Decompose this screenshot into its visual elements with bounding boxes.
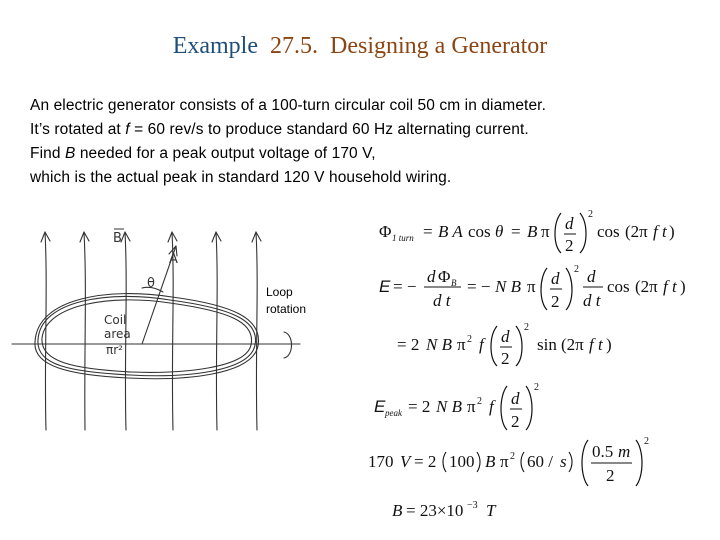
svg-text:(2π: (2π xyxy=(561,335,584,354)
svg-text:f t: f t xyxy=(663,277,677,296)
slide-title xyxy=(0,33,720,60)
coil-label-1: Coil xyxy=(104,313,127,327)
svg-text:f t: f t xyxy=(589,335,603,354)
field-line-2 xyxy=(84,232,85,430)
svg-text:2: 2 xyxy=(534,382,539,393)
vector-A-label: A xyxy=(169,252,178,267)
svg-text:d: d xyxy=(501,327,510,346)
svg-text:2: 2 xyxy=(524,322,529,333)
problem-line-2: It’s rotated at f = 60 rev/s to produce standard 60 Hz alternating current. xyxy=(30,121,529,138)
equation-peak xyxy=(370,378,590,434)
svg-text:2: 2 xyxy=(588,209,593,220)
loop-rotation-label: Loop rotation xyxy=(266,285,307,316)
svg-text:1 turn: 1 turn xyxy=(392,233,414,243)
svg-text:B: B xyxy=(392,501,403,520)
coil-label-3: πr² xyxy=(106,343,123,357)
svg-text:2: 2 xyxy=(510,451,515,462)
svg-text:d: d xyxy=(551,269,560,288)
svg-text:N B: N B xyxy=(426,335,452,354)
coil-label-2: area xyxy=(104,327,131,341)
svg-text:V: V xyxy=(400,452,411,471)
svg-text:Φ: Φ xyxy=(438,267,451,286)
svg-text:sin: sin xyxy=(537,335,557,354)
svg-text:π: π xyxy=(541,222,550,241)
svg-text:= 2: = 2 xyxy=(397,335,420,354)
svg-text:= 2: = 2 xyxy=(408,397,431,416)
svg-text:d: d xyxy=(427,267,436,286)
svg-text:= 23×10: = 23×10 xyxy=(406,501,464,520)
svg-text:B: B xyxy=(527,222,538,241)
svg-text:s: s xyxy=(560,452,567,471)
svg-text:d t: d t xyxy=(583,291,601,310)
svg-text:): ) xyxy=(680,277,686,296)
svg-text:N B: N B xyxy=(436,397,462,416)
field-line-5 xyxy=(216,232,217,430)
equation-emf xyxy=(375,258,720,314)
svg-text:B A: B A xyxy=(438,222,463,241)
svg-text:Φ: Φ xyxy=(379,222,392,241)
problem-line-1: An electric generator consists of a 100-turn circular coil 50 cm in diameter. xyxy=(30,97,546,114)
svg-text:2: 2 xyxy=(565,236,574,255)
equation-result xyxy=(388,494,538,524)
svg-text:m: m xyxy=(618,442,631,461)
svg-text:T: T xyxy=(486,501,496,520)
svg-text:= −: = − xyxy=(393,277,417,296)
svg-text:0.5: 0.5 xyxy=(592,442,614,461)
svg-text:cos: cos xyxy=(468,222,491,241)
svg-text:f t: f t xyxy=(653,222,667,241)
equation-emf-sin xyxy=(375,318,655,370)
svg-text:B: B xyxy=(485,452,496,471)
svg-text:): ) xyxy=(606,335,612,354)
svg-text:d t: d t xyxy=(433,291,451,310)
title-number: 27.5. xyxy=(270,33,319,59)
svg-text:=: = xyxy=(511,222,521,241)
angle-label: θ xyxy=(147,276,155,291)
problem-line-3: Find B needed for a peak output voltage of 170 V, xyxy=(30,145,376,162)
problem-line-4: which is the actual peak in standard 120 V household wiring. xyxy=(30,169,452,186)
field-line-1 xyxy=(45,232,46,430)
svg-text:=: = xyxy=(423,222,433,241)
svg-text:N B: N B xyxy=(495,277,521,296)
svg-text:60 /: 60 / xyxy=(527,452,553,471)
svg-text:): ) xyxy=(669,222,675,241)
svg-text:E: E xyxy=(374,397,386,416)
vector-B-label: B xyxy=(113,231,122,246)
rotation-arrow xyxy=(284,332,292,358)
svg-text:2: 2 xyxy=(477,396,482,407)
svg-text:π: π xyxy=(467,397,476,416)
svg-text:2: 2 xyxy=(606,466,615,485)
title-name: Designing a Generator xyxy=(330,33,548,59)
equation-numeric xyxy=(366,434,686,490)
svg-text:100: 100 xyxy=(449,452,475,471)
svg-text:d: d xyxy=(511,389,520,408)
svg-text:π: π xyxy=(527,277,536,296)
svg-text:(2π: (2π xyxy=(635,277,658,296)
svg-text:cos: cos xyxy=(597,222,620,241)
svg-text:f: f xyxy=(479,335,484,354)
svg-text:θ: θ xyxy=(495,222,504,241)
svg-text:2: 2 xyxy=(644,436,649,447)
svg-text:π: π xyxy=(457,335,466,354)
svg-text:(2π: (2π xyxy=(625,222,648,241)
svg-text:cos: cos xyxy=(607,277,630,296)
svg-text:= 2: = 2 xyxy=(414,452,437,471)
svg-text:d: d xyxy=(587,267,596,286)
title-prefix: Example xyxy=(172,33,259,59)
svg-text:2: 2 xyxy=(501,349,510,368)
svg-text:E: E xyxy=(379,277,391,296)
svg-text:π: π xyxy=(500,452,509,471)
svg-text:−3: −3 xyxy=(467,500,478,511)
svg-text:peak: peak xyxy=(385,408,402,418)
coil-loop xyxy=(38,296,256,375)
svg-text:2: 2 xyxy=(511,412,520,431)
problem-statement xyxy=(30,94,710,190)
svg-text:170: 170 xyxy=(368,452,394,471)
svg-text:2: 2 xyxy=(551,292,560,311)
svg-text:d: d xyxy=(565,214,574,233)
equation-flux xyxy=(375,205,715,257)
svg-text:2: 2 xyxy=(467,334,472,345)
coil-sketch xyxy=(0,205,330,435)
svg-text:2: 2 xyxy=(574,264,579,275)
svg-text:B: B xyxy=(451,278,457,288)
svg-text:f: f xyxy=(489,397,494,416)
svg-text:= −: = − xyxy=(467,277,491,296)
